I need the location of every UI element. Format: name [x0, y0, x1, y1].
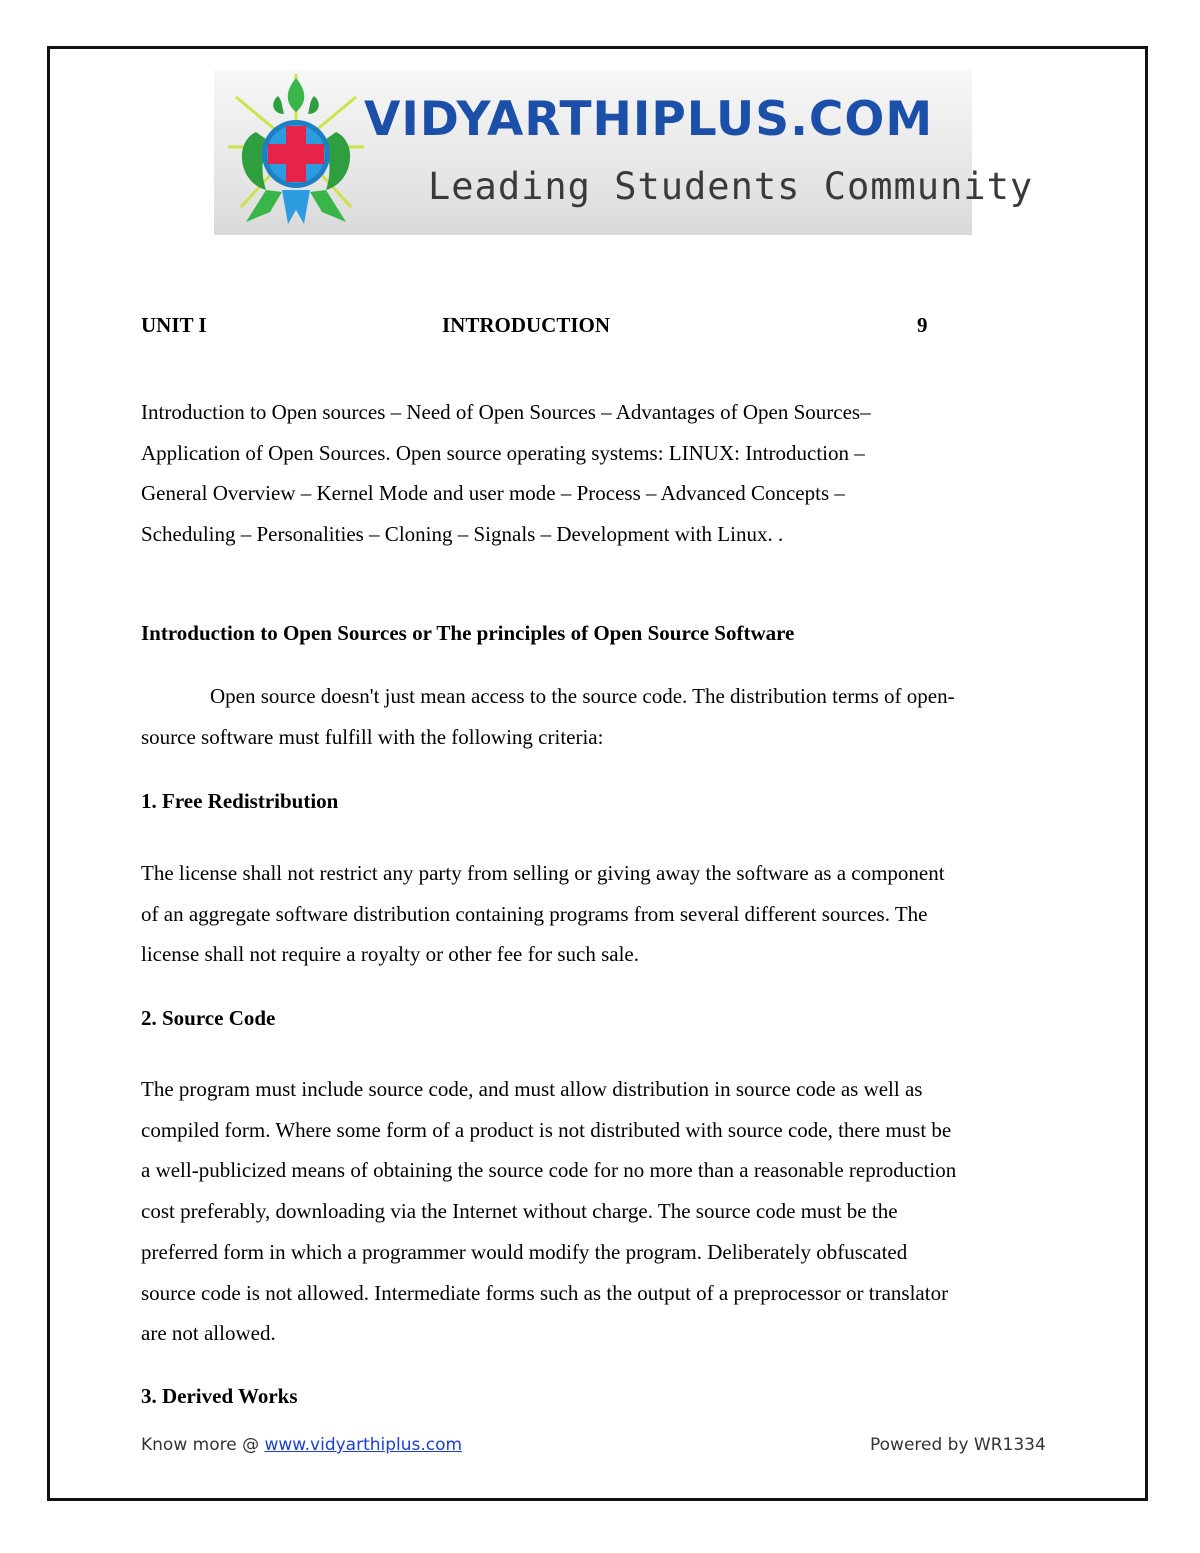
cross-emblem-logo [226, 72, 366, 232]
criterion-heading-derived-works: 3. Derived Works [141, 1384, 298, 1408]
criterion-body-source-code [141, 1069, 1057, 1354]
paragraph-line: a well-publicized means of obtaining the source code for no more than a reasonable reproduction [141, 1158, 957, 1183]
criterion-heading-free-redistribution: 1. Free Redistribution [141, 789, 339, 813]
unit-number: UNIT I [141, 313, 207, 337]
paragraph-line: are not allowed. [141, 1321, 276, 1346]
paragraph-line: The program must include source code, and must allow distribution in source code as well as [141, 1077, 923, 1101]
paragraph-line: license shall not require a royalty or other fee for such sale. [141, 942, 639, 967]
syllabus-line: Application of Open Sources. Open source operating systems: LINUX: Introduction – [141, 440, 865, 465]
paragraph-line: The license shall not restrict any party from selling or giving away the software as a component [141, 861, 945, 885]
criterion-heading-source-code: 2. Source Code [141, 1006, 276, 1030]
footer-powered-by: Powered by WR1334 [870, 1435, 1046, 1455]
site-banner [214, 70, 1034, 235]
section-heading: Introduction to Open Sources or The principles of Open Source Software [141, 621, 795, 645]
syllabus-line: Introduction to Open sources – Need of Open Sources – Advantages of Open Sources– [141, 400, 871, 424]
brand-name: VIDYARTHIPLUS.COM [364, 92, 934, 147]
unit-title: INTRODUCTION [442, 313, 611, 337]
paragraph-line: cost preferably, downloading via the Internet without charge. The source code must be the [141, 1199, 898, 1224]
intro-paragraph [141, 676, 1057, 757]
syllabus-paragraph [141, 392, 1061, 555]
paragraph-line: source software must fulfill with the following criteria: [141, 724, 604, 749]
paragraph-line: of an aggregate software distribution containing programs from several different sources. The [141, 901, 928, 926]
footer-know-more [141, 1435, 462, 1455]
unit-hours: 9 [917, 313, 928, 337]
paragraph-line: compiled form. Where some form of a product is not distributed with source code, there must be [141, 1117, 952, 1142]
paragraph-line: source code is not allowed. Intermediate forms such as the output of a preprocessor or translator [141, 1280, 949, 1305]
criterion-body-free-redistribution [141, 853, 1057, 975]
syllabus-line: General Overview – Kernel Mode and user mode – Process – Advanced Concepts – [141, 481, 845, 506]
footer-site-link[interactable]: www.vidyarthiplus.com [264, 1435, 463, 1455]
syllabus-line: Scheduling – Personalities – Cloning – Signals – Development with Linux. . [141, 522, 784, 547]
footer-know-more-label: Know more @ [141, 1435, 265, 1455]
brand-tagline: Leading Students Community [428, 165, 1034, 208]
paragraph-line: preferred form in which a programmer would modify the program. Deliberately obfuscated [141, 1239, 908, 1264]
paragraph-line: Open source doesn't just mean access to the source code. The distribution terms of open- [210, 684, 955, 708]
